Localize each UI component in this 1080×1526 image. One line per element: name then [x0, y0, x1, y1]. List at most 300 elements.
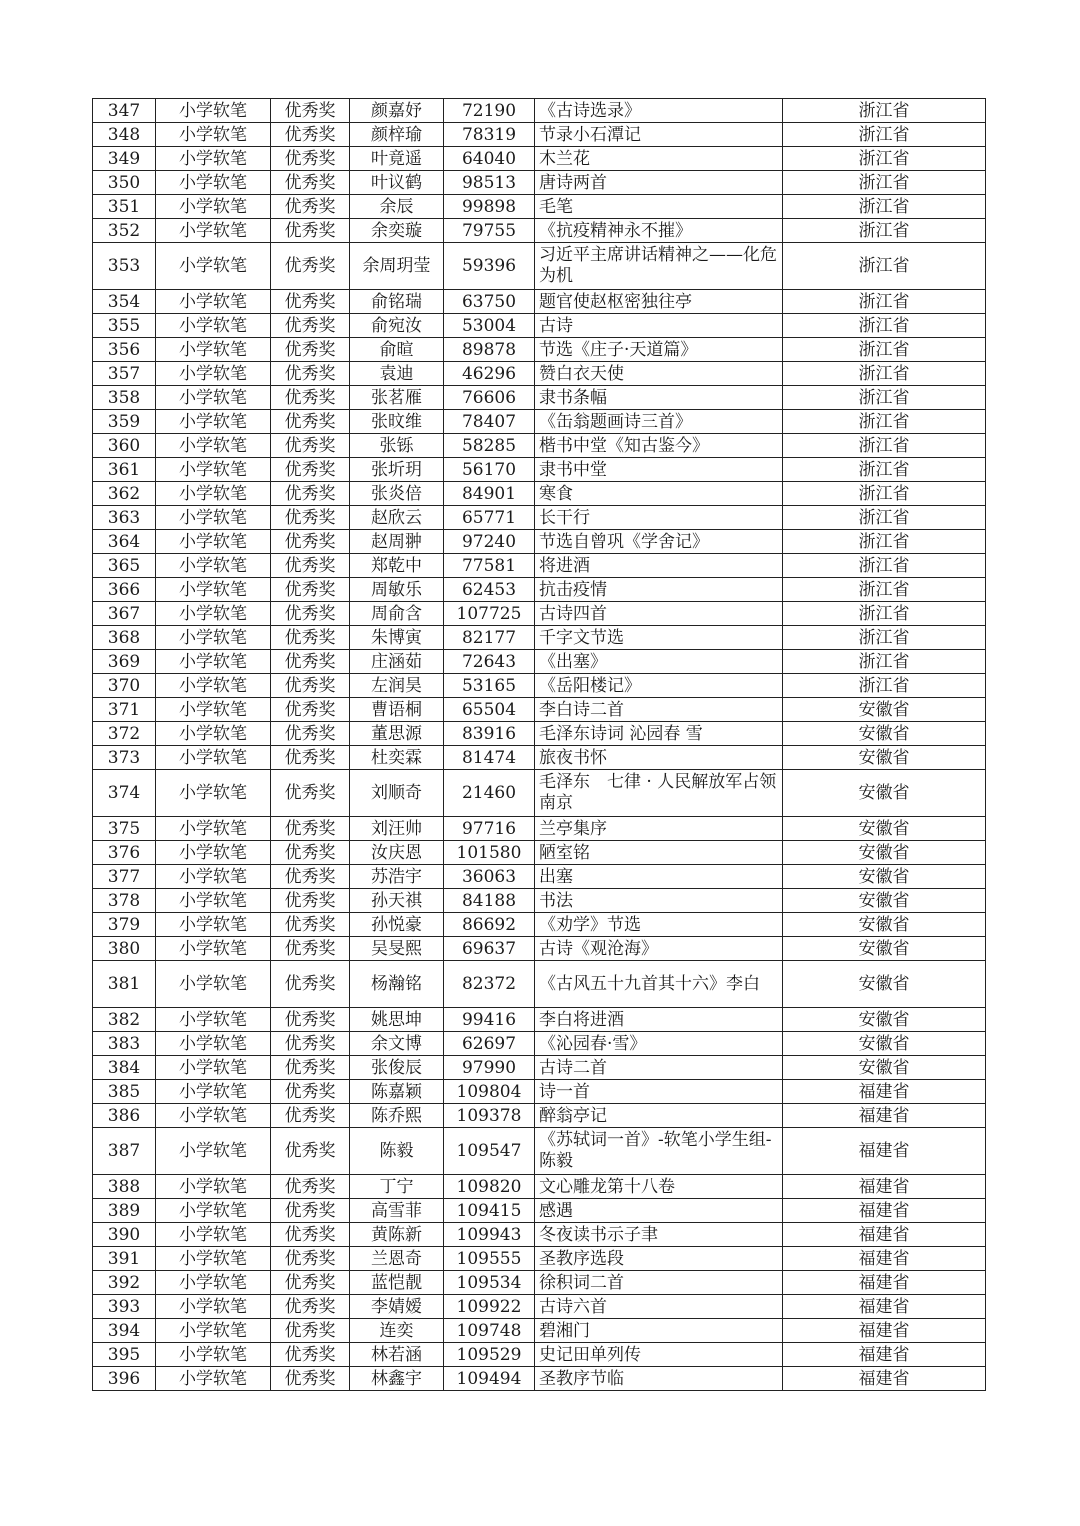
student-name-cell: 汝庆恩	[350, 841, 444, 865]
award-cell: 优秀奖	[271, 1056, 350, 1080]
province-cell: 福建省	[783, 1247, 986, 1271]
category-cell: 小学软笔	[156, 99, 271, 123]
work-title-cell: 《抗疫精神永不摧》	[535, 219, 783, 243]
award-cell: 优秀奖	[271, 674, 350, 698]
serial-number-cell: 354	[93, 290, 156, 314]
student-name-cell: 余周玥莹	[350, 243, 444, 290]
award-cell: 优秀奖	[271, 506, 350, 530]
work-title-cell: 《苏轼词一首》-软笔小学生组-陈毅	[535, 1128, 783, 1175]
category-cell: 小学软笔	[156, 219, 271, 243]
award-cell: 优秀奖	[271, 1032, 350, 1056]
category-cell: 小学软笔	[156, 1367, 271, 1391]
entry-id-cell: 101580	[444, 841, 535, 865]
table-row	[93, 650, 986, 674]
student-name-cell: 庄涵茹	[350, 650, 444, 674]
entry-id-cell: 58285	[444, 434, 535, 458]
student-name-cell: 余文博	[350, 1032, 444, 1056]
serial-number-cell: 382	[93, 1008, 156, 1032]
work-title-cell: 感遇	[535, 1199, 783, 1223]
table-row	[93, 1175, 986, 1199]
award-cell: 优秀奖	[271, 554, 350, 578]
entry-id-cell: 36063	[444, 865, 535, 889]
table-row	[93, 338, 986, 362]
serial-number-cell: 365	[93, 554, 156, 578]
category-cell: 小学软笔	[156, 1080, 271, 1104]
student-name-cell: 周俞含	[350, 602, 444, 626]
award-cell: 优秀奖	[271, 362, 350, 386]
award-cell: 优秀奖	[271, 841, 350, 865]
award-cell: 优秀奖	[271, 314, 350, 338]
serial-number-cell: 375	[93, 817, 156, 841]
table-row	[93, 722, 986, 746]
province-cell: 福建省	[783, 1343, 986, 1367]
entry-id-cell: 82372	[444, 961, 535, 1008]
table-row	[93, 362, 986, 386]
entry-id-cell: 46296	[444, 362, 535, 386]
award-cell: 优秀奖	[271, 99, 350, 123]
student-name-cell: 曹语桐	[350, 698, 444, 722]
province-cell: 安徽省	[783, 722, 986, 746]
work-title-cell: 古诗	[535, 314, 783, 338]
category-cell: 小学软笔	[156, 1295, 271, 1319]
award-cell: 优秀奖	[271, 817, 350, 841]
serial-number-cell: 377	[93, 865, 156, 889]
category-cell: 小学软笔	[156, 410, 271, 434]
serial-number-cell: 359	[93, 410, 156, 434]
entry-id-cell: 84901	[444, 482, 535, 506]
serial-number-cell: 369	[93, 650, 156, 674]
serial-number-cell: 390	[93, 1223, 156, 1247]
province-cell: 安徽省	[783, 865, 986, 889]
table-row	[93, 1104, 986, 1128]
province-cell: 浙江省	[783, 386, 986, 410]
award-cell: 优秀奖	[271, 1367, 350, 1391]
work-title-cell: 唐诗两首	[535, 171, 783, 195]
serial-number-cell: 389	[93, 1199, 156, 1223]
work-title-cell: 《古风五十九首其十六》李白	[535, 961, 783, 1008]
serial-number-cell: 380	[93, 937, 156, 961]
award-cell: 优秀奖	[271, 1175, 350, 1199]
serial-number-cell: 348	[93, 123, 156, 147]
category-cell: 小学软笔	[156, 482, 271, 506]
table-row	[93, 243, 986, 290]
entry-id-cell: 98513	[444, 171, 535, 195]
province-cell: 福建省	[783, 1128, 986, 1175]
serial-number-cell: 393	[93, 1295, 156, 1319]
work-title-cell: 题官使赵枢密独往亭	[535, 290, 783, 314]
province-cell: 浙江省	[783, 530, 986, 554]
entry-id-cell: 99898	[444, 195, 535, 219]
table-row	[93, 1008, 986, 1032]
table-row	[93, 1032, 986, 1056]
category-cell: 小学软笔	[156, 1199, 271, 1223]
award-cell: 优秀奖	[271, 434, 350, 458]
category-cell: 小学软笔	[156, 171, 271, 195]
student-name-cell: 张旼维	[350, 410, 444, 434]
work-title-cell: 《劝学》节选	[535, 913, 783, 937]
serial-number-cell: 363	[93, 506, 156, 530]
entry-id-cell: 65504	[444, 698, 535, 722]
province-cell: 福建省	[783, 1104, 986, 1128]
entry-id-cell: 62697	[444, 1032, 535, 1056]
table-row	[93, 626, 986, 650]
work-title-cell: 李白将进酒	[535, 1008, 783, 1032]
province-cell: 浙江省	[783, 458, 986, 482]
category-cell: 小学软笔	[156, 386, 271, 410]
serial-number-cell: 371	[93, 698, 156, 722]
province-cell: 安徽省	[783, 817, 986, 841]
student-name-cell: 兰恩奇	[350, 1247, 444, 1271]
student-name-cell: 朱博寅	[350, 626, 444, 650]
student-name-cell: 孙天祺	[350, 889, 444, 913]
award-cell: 优秀奖	[271, 602, 350, 626]
table-row	[93, 961, 986, 1008]
entry-id-cell: 109804	[444, 1080, 535, 1104]
entry-id-cell: 63750	[444, 290, 535, 314]
table-row	[93, 578, 986, 602]
student-name-cell: 苏浩宇	[350, 865, 444, 889]
award-cell: 优秀奖	[271, 961, 350, 1008]
serial-number-cell: 385	[93, 1080, 156, 1104]
category-cell: 小学软笔	[156, 578, 271, 602]
province-cell: 浙江省	[783, 195, 986, 219]
province-cell: 浙江省	[783, 578, 986, 602]
award-cell: 优秀奖	[271, 458, 350, 482]
work-title-cell: 《古诗选录》	[535, 99, 783, 123]
work-title-cell: 古诗四首	[535, 602, 783, 626]
entry-id-cell: 97240	[444, 530, 535, 554]
province-cell: 安徽省	[783, 841, 986, 865]
student-name-cell: 俞暄	[350, 338, 444, 362]
work-title-cell: 隶书中堂	[535, 458, 783, 482]
province-cell: 浙江省	[783, 314, 986, 338]
entry-id-cell: 109820	[444, 1175, 535, 1199]
entry-id-cell: 59396	[444, 243, 535, 290]
student-name-cell: 刘顺奇	[350, 770, 444, 817]
province-cell: 浙江省	[783, 219, 986, 243]
award-list-table	[92, 98, 986, 1391]
table-row	[93, 386, 986, 410]
student-name-cell: 李婧嫒	[350, 1295, 444, 1319]
province-cell: 安徽省	[783, 746, 986, 770]
entry-id-cell: 109534	[444, 1271, 535, 1295]
serial-number-cell: 360	[93, 434, 156, 458]
serial-number-cell: 353	[93, 243, 156, 290]
work-title-cell: 徐积词二首	[535, 1271, 783, 1295]
province-cell: 安徽省	[783, 913, 986, 937]
student-name-cell: 董思源	[350, 722, 444, 746]
category-cell: 小学软笔	[156, 290, 271, 314]
category-cell: 小学软笔	[156, 1319, 271, 1343]
student-name-cell: 连奕	[350, 1319, 444, 1343]
category-cell: 小学软笔	[156, 362, 271, 386]
category-cell: 小学软笔	[156, 1271, 271, 1295]
student-name-cell: 陈乔熙	[350, 1104, 444, 1128]
serial-number-cell: 388	[93, 1175, 156, 1199]
entry-id-cell: 53004	[444, 314, 535, 338]
work-title-cell: 碧湘门	[535, 1319, 783, 1343]
entry-id-cell: 56170	[444, 458, 535, 482]
student-name-cell: 俞宛汝	[350, 314, 444, 338]
table-row	[93, 219, 986, 243]
table-row	[93, 937, 986, 961]
category-cell: 小学软笔	[156, 913, 271, 937]
student-name-cell: 张茗雁	[350, 386, 444, 410]
table-row	[93, 1056, 986, 1080]
student-name-cell: 张圻玥	[350, 458, 444, 482]
table-row	[93, 314, 986, 338]
student-name-cell: 余辰	[350, 195, 444, 219]
table-row	[93, 1199, 986, 1223]
work-title-cell: 陋室铭	[535, 841, 783, 865]
category-cell: 小学软笔	[156, 817, 271, 841]
category-cell: 小学软笔	[156, 314, 271, 338]
student-name-cell: 陈嘉颖	[350, 1080, 444, 1104]
award-cell: 优秀奖	[271, 338, 350, 362]
table-row	[93, 889, 986, 913]
student-name-cell: 张铄	[350, 434, 444, 458]
work-title-cell: 出塞	[535, 865, 783, 889]
work-title-cell: 书法	[535, 889, 783, 913]
category-cell: 小学软笔	[156, 1175, 271, 1199]
province-cell: 浙江省	[783, 482, 986, 506]
serial-number-cell: 355	[93, 314, 156, 338]
province-cell: 浙江省	[783, 290, 986, 314]
student-name-cell: 吴旻熙	[350, 937, 444, 961]
province-cell: 安徽省	[783, 961, 986, 1008]
serial-number-cell: 368	[93, 626, 156, 650]
serial-number-cell: 379	[93, 913, 156, 937]
table-row	[93, 841, 986, 865]
work-title-cell: 习近平主席讲话精神之——化危为机	[535, 243, 783, 290]
serial-number-cell: 387	[93, 1128, 156, 1175]
province-cell: 浙江省	[783, 243, 986, 290]
category-cell: 小学软笔	[156, 1128, 271, 1175]
province-cell: 浙江省	[783, 434, 986, 458]
category-cell: 小学软笔	[156, 937, 271, 961]
table-row	[93, 530, 986, 554]
work-title-cell: 赞白衣天使	[535, 362, 783, 386]
student-name-cell: 丁宁	[350, 1175, 444, 1199]
table-row	[93, 1319, 986, 1343]
category-cell: 小学软笔	[156, 841, 271, 865]
award-cell: 优秀奖	[271, 1295, 350, 1319]
category-cell: 小学软笔	[156, 722, 271, 746]
entry-id-cell: 81474	[444, 746, 535, 770]
award-cell: 优秀奖	[271, 290, 350, 314]
serial-number-cell: 383	[93, 1032, 156, 1056]
category-cell: 小学软笔	[156, 1343, 271, 1367]
entry-id-cell: 69637	[444, 937, 535, 961]
work-title-cell: 楷书中堂《知古鉴今》	[535, 434, 783, 458]
province-cell: 浙江省	[783, 123, 986, 147]
award-cell: 优秀奖	[271, 865, 350, 889]
entry-id-cell: 53165	[444, 674, 535, 698]
award-cell: 优秀奖	[271, 1104, 350, 1128]
province-cell: 浙江省	[783, 650, 986, 674]
province-cell: 福建省	[783, 1319, 986, 1343]
category-cell: 小学软笔	[156, 674, 271, 698]
entry-id-cell: 89878	[444, 338, 535, 362]
award-cell: 优秀奖	[271, 530, 350, 554]
work-title-cell: 圣教序选段	[535, 1247, 783, 1271]
award-cell: 优秀奖	[271, 195, 350, 219]
student-name-cell: 刘汪帅	[350, 817, 444, 841]
entry-id-cell: 65771	[444, 506, 535, 530]
category-cell: 小学软笔	[156, 123, 271, 147]
award-cell: 优秀奖	[271, 937, 350, 961]
province-cell: 福建省	[783, 1175, 986, 1199]
province-cell: 安徽省	[783, 770, 986, 817]
work-title-cell: 诗一首	[535, 1080, 783, 1104]
student-name-cell: 俞铭瑞	[350, 290, 444, 314]
award-cell: 优秀奖	[271, 722, 350, 746]
entry-id-cell: 97716	[444, 817, 535, 841]
table-row	[93, 410, 986, 434]
award-cell: 优秀奖	[271, 147, 350, 171]
table-row	[93, 865, 986, 889]
entry-id-cell: 62453	[444, 578, 535, 602]
province-cell: 安徽省	[783, 1056, 986, 1080]
award-cell: 优秀奖	[271, 1128, 350, 1175]
entry-id-cell: 109378	[444, 1104, 535, 1128]
award-cell: 优秀奖	[271, 746, 350, 770]
student-name-cell: 蓝恺靓	[350, 1271, 444, 1295]
work-title-cell: 圣教序节临	[535, 1367, 783, 1391]
award-cell: 优秀奖	[271, 410, 350, 434]
work-title-cell: 文心雕龙第十八卷	[535, 1175, 783, 1199]
award-cell: 优秀奖	[271, 1080, 350, 1104]
category-cell: 小学软笔	[156, 865, 271, 889]
category-cell: 小学软笔	[156, 338, 271, 362]
category-cell: 小学软笔	[156, 1104, 271, 1128]
serial-number-cell: 395	[93, 1343, 156, 1367]
serial-number-cell: 378	[93, 889, 156, 913]
student-name-cell: 高雪菲	[350, 1199, 444, 1223]
work-title-cell: 《沁园春·雪》	[535, 1032, 783, 1056]
work-title-cell: 毛笔	[535, 195, 783, 219]
category-cell: 小学软笔	[156, 530, 271, 554]
category-cell: 小学软笔	[156, 147, 271, 171]
work-title-cell: 木兰花	[535, 147, 783, 171]
work-title-cell: 长干行	[535, 506, 783, 530]
award-cell: 优秀奖	[271, 482, 350, 506]
entry-id-cell: 107725	[444, 602, 535, 626]
work-title-cell: 毛泽东 七律 · 人民解放军占领南京	[535, 770, 783, 817]
category-cell: 小学软笔	[156, 1032, 271, 1056]
category-cell: 小学软笔	[156, 243, 271, 290]
table-row	[93, 1295, 986, 1319]
serial-number-cell: 367	[93, 602, 156, 626]
province-cell: 浙江省	[783, 362, 986, 386]
work-title-cell: 将进酒	[535, 554, 783, 578]
entry-id-cell: 109529	[444, 1343, 535, 1367]
serial-number-cell: 366	[93, 578, 156, 602]
category-cell: 小学软笔	[156, 746, 271, 770]
category-cell: 小学软笔	[156, 1223, 271, 1247]
serial-number-cell: 376	[93, 841, 156, 865]
entry-id-cell: 109555	[444, 1247, 535, 1271]
entry-id-cell: 109748	[444, 1319, 535, 1343]
student-name-cell: 张炎倍	[350, 482, 444, 506]
serial-number-cell: 351	[93, 195, 156, 219]
student-name-cell: 袁迪	[350, 362, 444, 386]
work-title-cell: 节选《庄子·天道篇》	[535, 338, 783, 362]
award-cell: 优秀奖	[271, 171, 350, 195]
category-cell: 小学软笔	[156, 650, 271, 674]
table-row	[93, 195, 986, 219]
category-cell: 小学软笔	[156, 626, 271, 650]
province-cell: 安徽省	[783, 1008, 986, 1032]
work-title-cell: 李白诗二首	[535, 698, 783, 722]
province-cell: 安徽省	[783, 889, 986, 913]
serial-number-cell: 352	[93, 219, 156, 243]
category-cell: 小学软笔	[156, 554, 271, 578]
work-title-cell: 醉翁亭记	[535, 1104, 783, 1128]
entry-id-cell: 78319	[444, 123, 535, 147]
category-cell: 小学软笔	[156, 698, 271, 722]
serial-number-cell: 374	[93, 770, 156, 817]
serial-number-cell: 370	[93, 674, 156, 698]
serial-number-cell: 357	[93, 362, 156, 386]
entry-id-cell: 82177	[444, 626, 535, 650]
serial-number-cell: 372	[93, 722, 156, 746]
student-name-cell: 周敏乐	[350, 578, 444, 602]
work-title-cell: 兰亭集序	[535, 817, 783, 841]
award-cell: 优秀奖	[271, 123, 350, 147]
table-row	[93, 290, 986, 314]
work-title-cell: 史记田单列传	[535, 1343, 783, 1367]
province-cell: 浙江省	[783, 602, 986, 626]
entry-id-cell: 109415	[444, 1199, 535, 1223]
table-row	[93, 1271, 986, 1295]
province-cell: 浙江省	[783, 506, 986, 530]
student-name-cell: 孙悦豪	[350, 913, 444, 937]
work-title-cell: 隶书条幅	[535, 386, 783, 410]
award-cell: 优秀奖	[271, 698, 350, 722]
student-name-cell: 黄陈新	[350, 1223, 444, 1247]
award-cell: 优秀奖	[271, 650, 350, 674]
province-cell: 浙江省	[783, 99, 986, 123]
table-row	[93, 434, 986, 458]
award-cell: 优秀奖	[271, 1343, 350, 1367]
student-name-cell: 郑乾中	[350, 554, 444, 578]
table-body	[93, 99, 986, 1391]
entry-id-cell: 99416	[444, 1008, 535, 1032]
award-cell: 优秀奖	[271, 1008, 350, 1032]
serial-number-cell: 349	[93, 147, 156, 171]
province-cell: 福建省	[783, 1199, 986, 1223]
table-row	[93, 1247, 986, 1271]
category-cell: 小学软笔	[156, 506, 271, 530]
entry-id-cell: 109494	[444, 1367, 535, 1391]
student-name-cell: 叶议鹤	[350, 171, 444, 195]
award-cell: 优秀奖	[271, 1319, 350, 1343]
province-cell: 浙江省	[783, 554, 986, 578]
table-row	[93, 147, 986, 171]
table-row	[93, 482, 986, 506]
student-name-cell: 张俊辰	[350, 1056, 444, 1080]
award-cell: 优秀奖	[271, 1271, 350, 1295]
province-cell: 福建省	[783, 1080, 986, 1104]
student-name-cell: 林若涵	[350, 1343, 444, 1367]
entry-id-cell: 86692	[444, 913, 535, 937]
work-title-cell: 寒食	[535, 482, 783, 506]
province-cell: 安徽省	[783, 937, 986, 961]
work-title-cell: 古诗二首	[535, 1056, 783, 1080]
province-cell: 浙江省	[783, 626, 986, 650]
table-row	[93, 99, 986, 123]
